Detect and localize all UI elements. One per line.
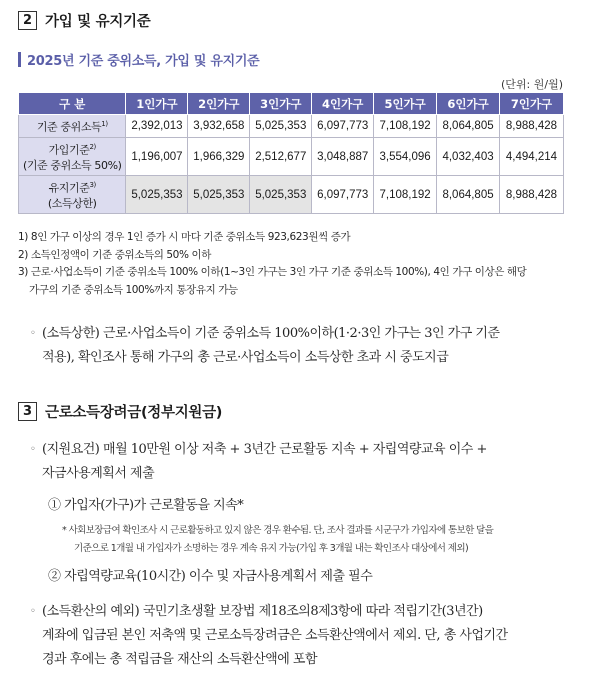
- bullet-income-conversion-exception: ◦ (소득환산의 예외) 국민기초생활 보장법 제18조의8제3항에 따라 적립기간(3년간) 계좌에 입금된 본인 저축액 및 근로소득장려금은 소득환산액에서 제외. 단, 총 사업기간 경과 후에는 총 적립금을 재산의 소득환산액에 포함: [30, 600, 570, 672]
- header-cell: 2인가구: [188, 93, 250, 115]
- bullet-icon: ◦: [30, 444, 36, 455]
- table-footnotes: [18, 229, 570, 299]
- unit-label: (단위: 원/월): [501, 78, 563, 91]
- bullet-income-cap: ◦ (소득상한) 근로·사업소득이 기준 중위소득 100%이하(1·2·3인 가구는 3인 가구 기준 적용), 확인조사 통해 가구의 총 근로·사업소득이 소득상한 초과 시 중도지급: [30, 322, 570, 370]
- section-3-heading: [18, 401, 222, 422]
- row-label: 가입기준$^{2)}$ (기준 중위소득 50%): [19, 138, 126, 176]
- section-number-box: 3: [18, 402, 37, 421]
- table-cell: 2,392,013: [126, 115, 188, 138]
- section-2-heading: [18, 10, 150, 31]
- table-cell: 6,097,773: [312, 115, 374, 138]
- table-cell: 2,512,677: [250, 138, 312, 176]
- header-cell: 구 분: [19, 93, 126, 115]
- requirement-item-1: ① 가입자(가구)가 근로활동을 지속*: [48, 498, 244, 513]
- subsection-heading: [18, 50, 259, 69]
- footnote-1: 1) 8인 가구 이상의 경우 1인 증가 시 마다 기준 중위소득 923,623원씩 증가: [18, 231, 351, 243]
- table-cell: 3,048,887: [312, 138, 374, 176]
- table-cell: 8,988,428: [500, 115, 564, 138]
- table-cell: 4,494,214: [500, 138, 564, 176]
- row-label: 기준 중위소득$^{1)}$: [19, 115, 126, 138]
- bullet-icon: ◦: [30, 328, 36, 339]
- table-cell: 1,966,329: [188, 138, 250, 176]
- table-cell: 5,025,353: [250, 115, 312, 138]
- table-cell: 5,025,353: [188, 176, 250, 214]
- table-cell: 8,064,805: [437, 115, 500, 138]
- section-title: 가입 및 유지기준: [45, 14, 151, 30]
- requirement-item-2: ② 자립역량교육(10시간) 이수 및 자금사용계획서 제출 필수: [48, 569, 373, 584]
- header-cell: 1인가구: [126, 93, 188, 115]
- table-cell: 3,932,658: [188, 115, 250, 138]
- table-header-row: [19, 93, 564, 115]
- requirement-item-1-note: * 사회보장급여 확인조사 시 근로활동하고 있지 않은 경우 환수됨. 단, 조사 결과를 시군구가 가입자에 통보한 달을 기준으로 1개월 내 가입자가 소명하는 경우 계속 유지 가능(가입 후 3개월 내는 확인조사 대상에서 제외): [62, 525, 494, 554]
- footnote-2: 2) 소득인정액이 기준 중위소득의 50% 이하: [18, 248, 211, 261]
- header-cell: 3인가구: [250, 93, 312, 115]
- table-cell: 7,108,192: [374, 115, 437, 138]
- table-cell: 8,064,805: [437, 176, 500, 214]
- table-cell: 5,025,353: [126, 176, 188, 214]
- table-cell: 7,108,192: [374, 176, 437, 214]
- row-label: 유지기준$^{3)}$ (소득상한): [19, 176, 126, 214]
- table-row: [19, 115, 564, 138]
- table-cell: 4,032,403: [437, 138, 500, 176]
- subsection-bar: [18, 52, 21, 67]
- bullet-support-requirements: ◦ (지원요건) 매월 10만원 이상 저축 + 3년간 근로활동 지속 + 자립역량교육 이수 + 자금사용계획서 제출: [30, 438, 570, 486]
- table-row: [19, 138, 564, 176]
- median-income-table: [18, 92, 564, 214]
- table-cell: 8,988,428: [500, 176, 564, 214]
- table-cell: 6,097,773: [312, 176, 374, 214]
- header-cell: 7인가구: [500, 93, 564, 115]
- table-row: [19, 176, 564, 214]
- subsection-title: 2025년 기준 중위소득, 가입 및 유지기준: [27, 54, 260, 69]
- table-cell: 1,196,007: [126, 138, 188, 176]
- section-title: 근로소득장려금(정부지원금): [45, 405, 223, 421]
- header-cell: 4인가구: [312, 93, 374, 115]
- bullet-icon: ◦: [30, 606, 36, 617]
- footnote-3-continued: 가구의 기준 중위소득 100%까지 통장유지 가능: [29, 283, 238, 296]
- footnote-3: 3) 근로·사업소득이 기준 중위소득 100% 이하(1~3인 가구는 3인 가구 기준 중위소득 100%), 4인 가구 이상은 해당: [18, 266, 527, 278]
- table-cell: 3,554,096: [374, 138, 437, 176]
- header-cell: 6인가구: [437, 93, 500, 115]
- section-number-box: 2: [18, 11, 37, 30]
- table-cell: 5,025,353: [250, 176, 312, 214]
- header-cell: 5인가구: [374, 93, 437, 115]
